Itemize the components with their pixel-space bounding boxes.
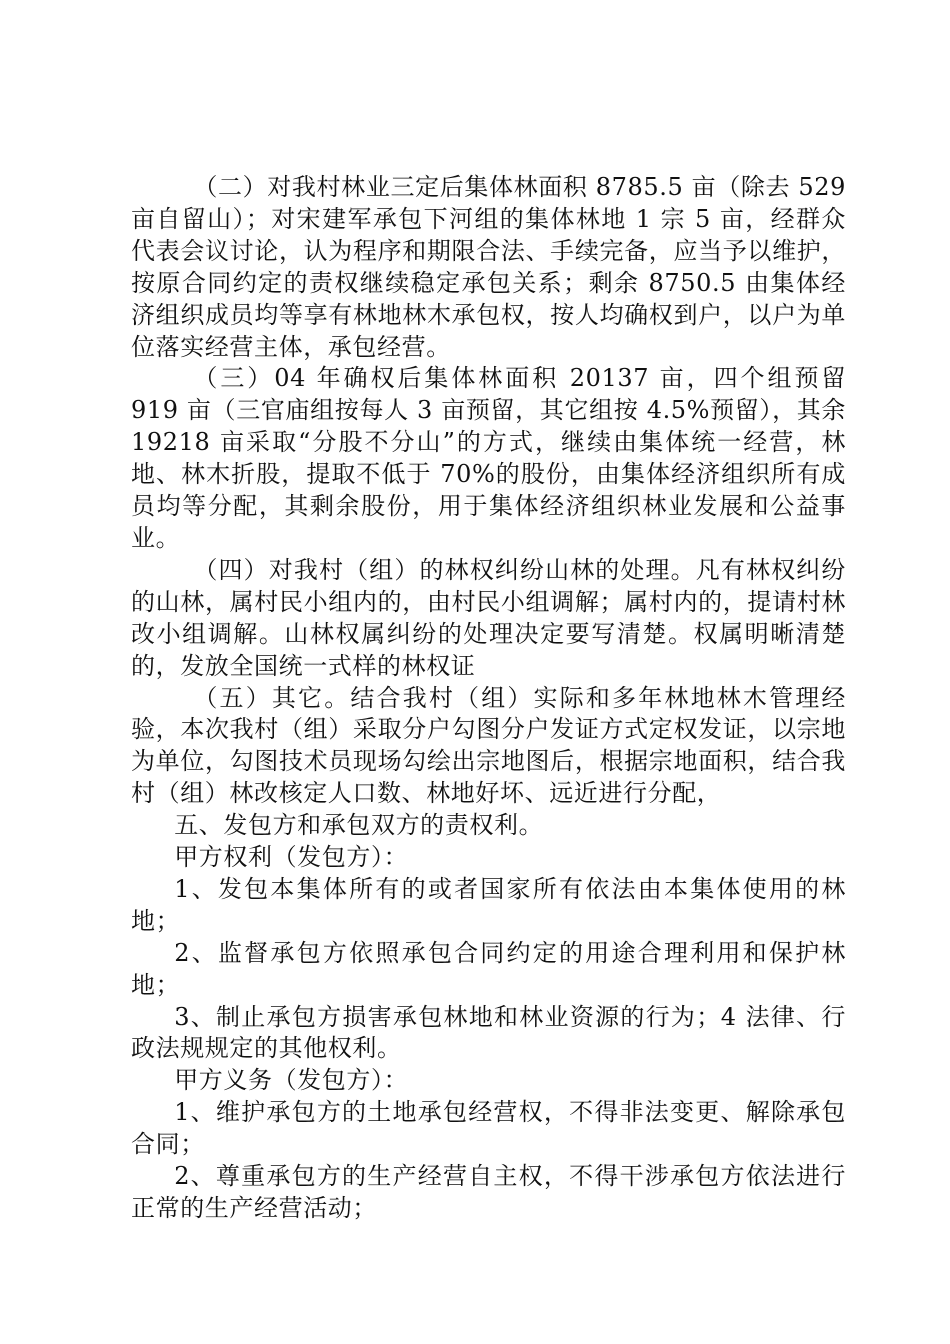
- paragraph-section-3: （三）04 年确权后集体林面积 20137 亩，四个组预留 919 亩（三官庙组按每人 3 亩预留，其它组按 4.5%预留），其余 19218 亩采取“分股不分山”的方式，继续由集体统一经营，林地、林木折股，提取不低于 70%的股份，由集体经济组织所有成员均等分配，其剩余股份，用于集体经济组织林业发展和公益事业。: [131, 364, 846, 552]
- subheading-party-a-obligations: 甲方义务（发包方）：: [174, 1066, 409, 1095]
- list-item-obligations-1: 1、维护承包方的土地承包经营权，不得非法变更、解除承包合同；: [131, 1098, 846, 1159]
- paragraph-section-4: （四）对我村（组）的林权纠纷山林的处理。凡有林权纠纷的山林，属村民小组内的，由村民小组调解；属村内的，提请村林改小组调解。山林权属纠纷的处理决定要写清楚。权属明晰清楚的，发放全国统一式样的林权证: [131, 555, 846, 680]
- list-item-rights-1: 1、发包本集体所有的或者国家所有依法由本集体使用的林地；: [131, 874, 846, 935]
- list-item-obligations-2: 2、尊重承包方的生产经营自主权，不得干涉承包方依法进行正常的生产经营活动；: [131, 1162, 846, 1222]
- list-item-rights-2: 2、监督承包方依照承包合同约定的用途合理利用和保护林地；: [131, 938, 846, 999]
- subheading-party-a-rights: 甲方权利（发包方）：: [174, 843, 409, 872]
- paragraph-section-5: （五）其它。结合我村（组）实际和多年林地林木管理经验，本次我村（组）采取分户勾图分户发证方式定权发证，以宗地为单位，勾图技术员现场勾绘出宗地图后，根据宗地面积，结合我村（组）林改核定人口数、林地好坏、远近进行分配，: [131, 683, 846, 808]
- section-heading-responsibilities: 五、发包方和承包双方的责权利。: [174, 811, 544, 840]
- document-body: [131, 172, 846, 1225]
- paragraph-section-2: （二）对我村林业三定后集体林面积 8785.5 亩（除去 529 亩自留山）；对宋建军承包下河组的集体林地 1 宗 5 亩，经群众代表会议讨论，认为程序和期限合法、手续完备，应当予以维护，按原合同约定的责权继续稳定承包关系；剩余 8750.5 由集体经济组织成员均等享有林地林木承包权，按人均确权到户，以户为单位落实经营主体，承包经营。: [131, 173, 846, 361]
- list-item-rights-3: 3、制止承包方损害承包林地和林业资源的行为；4 法律、行政法规规定的其他权利。: [131, 1002, 846, 1063]
